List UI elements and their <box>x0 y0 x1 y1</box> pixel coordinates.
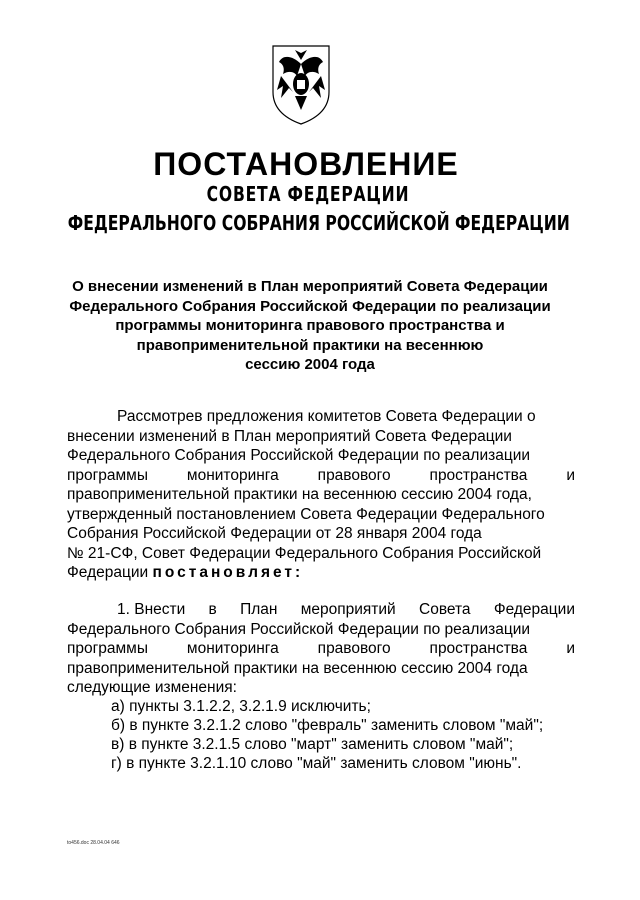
paragraph-line: утвержденный постановлением Совета Федерации Федерального <box>67 505 545 523</box>
list-item: б) в пункте 3.2.1.2 слово "февраль" заменить словом "май"; <box>111 717 544 734</box>
paragraph-line: внесении изменений в План мероприятий Совета Федерации <box>67 427 512 445</box>
preamble-paragraph <box>67 407 575 583</box>
file-reference: to456.doc 28.04.04 646 <box>67 840 120 846</box>
coat-of-arms-icon <box>269 40 333 126</box>
heading-line: программы мониторинга правового пространства и <box>115 317 505 334</box>
paragraph-line: правоприменительной практики на весеннюю сессию 2004 года, <box>67 486 532 503</box>
heading-line: сессию 2004 года <box>245 356 375 373</box>
issuer-line-2: ФЕДЕРАЛЬНОГО СОБРАНИЯ РОССИЙСКОЙ ФЕДЕРАЦИИ <box>67 211 570 235</box>
paragraph-line: следующие изменения: <box>67 679 237 696</box>
paragraph-line: Федерального Собрания Российской Федерации по реализации <box>67 620 531 638</box>
changes-list <box>67 697 587 773</box>
paragraph-line: Федерального Собрания Российской Федерации по реализации <box>67 447 531 464</box>
paragraph-line: программы мониторинга правового пространства и <box>67 640 575 657</box>
list-item: а) пункты 3.1.2.2, 3.2.1.9 исключить; <box>111 698 371 715</box>
heading-line: Федерального Собрания Российской Федерации по реализации <box>69 297 551 315</box>
paragraph-line: Рассмотрев предложения комитетов Совета Федерации о <box>117 408 536 425</box>
clause-1-paragraph <box>67 600 575 698</box>
paragraph-line: Федерации постановляет: <box>67 564 304 581</box>
resolution-heading <box>50 277 570 375</box>
heading-line: О внесении изменений в План мероприятий Совета Федерации <box>72 278 548 295</box>
list-item: г) в пункте 3.2.1.10 слово "май" заменить словом "июнь". <box>111 755 522 772</box>
paragraph-line: Собрания Российской Федерации от 28 января 2004 года <box>67 525 482 542</box>
paragraph-line: правоприменительной практики на весеннюю сессию 2004 года <box>67 659 528 677</box>
resolves-word: постановляет: <box>152 564 304 581</box>
paragraph-line: 1. Внести в План мероприятий Совета Федерации <box>117 601 575 618</box>
heading-line: правоприменительной практики на весеннюю <box>136 336 484 354</box>
document-title: ПОСТАНОВЛЕНИЕ <box>153 146 459 182</box>
paragraph-line: программы мониторинга правового пространства и <box>67 466 575 484</box>
list-item: в) в пункте 3.2.1.5 слово "март" заменить словом "май"; <box>111 736 514 753</box>
issuer-line-1: СОВЕТА ФЕДЕРАЦИИ <box>206 182 410 206</box>
paragraph-line: № 21-СФ, Совет Федерации Федерального Собрания Российской <box>67 544 542 562</box>
